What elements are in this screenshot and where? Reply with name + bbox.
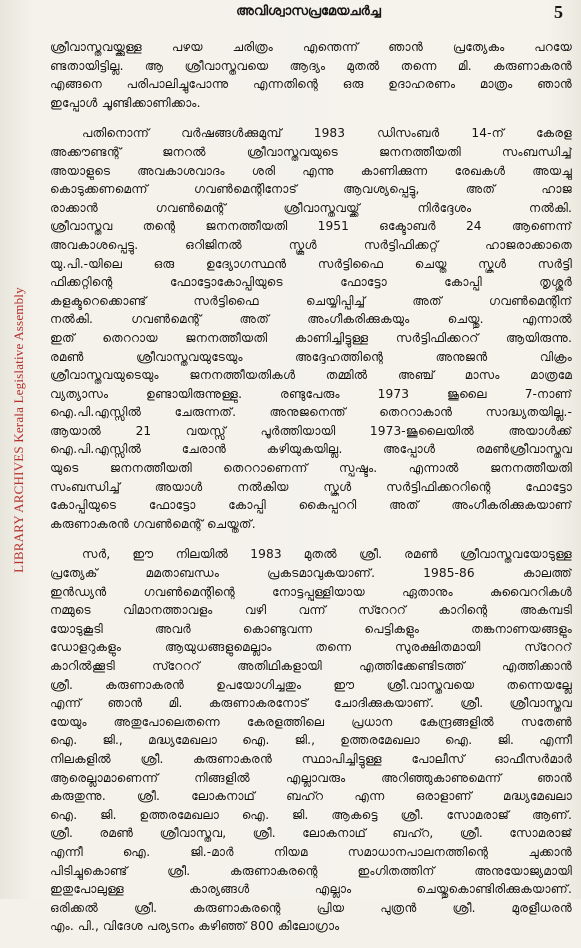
text-line: രാക്കാൻ ഗവൺമെന്റ് ശ്രീവാസ്തവയ്ക്ക് നിർദ്ദേശം നൽകി. xyxy=(50,200,572,215)
text-line: അക്കൗണ്ടന്റ് ജനറൽ ശ്രീവാസ്തവയുടെ ജനനത്തീയതി സംബന്ധിച്ച് xyxy=(50,144,572,159)
paragraph-3 xyxy=(50,545,572,935)
text-line: കളക്ടറെക്കൊണ്ട് സർട്ടിഫൈ ചെയ്യിപ്പിച്ച് അത് ഗവൺമെന്റിന് xyxy=(50,293,572,308)
text-line: ഇതുപോലുള്ള കാര്യങ്ങൾ എല്ലാം ചെയ്തുകൊണ്ടിരിക്കുകയാണ്. xyxy=(50,882,572,897)
running-title: അവിശ്വാസപ്രമേയചർച്ച xyxy=(236,4,381,19)
running-header xyxy=(48,4,569,26)
text-line: എങ്ങനെ പരിപാലിച്ചുപോന്നു എന്നതിന്റെ ഒരു ഉദാഹരണം മാത്രം ഞാൻ xyxy=(50,77,572,92)
text-line: യുടെ ജനനത്തീയതി തെററാണെന്ന് സ്പഷ്ടം. എന്നാൽ ജനനത്തീയതി xyxy=(50,461,572,476)
text-line: കരുതുന്നു. ശ്രീ. ലോകനാഥ് ബഹ്റ എന്ന ഒരാളാണ് മദ്ധ്യമേഖലാ xyxy=(50,789,572,804)
text-line: നമ്മുടെ വിമാനത്താവളം വഴി വന്ന് സ്റേററ് കാറിന്റെ അകമ്പടി xyxy=(50,603,572,618)
text-line: ശ്രീ. രമൺ ശ്രീവാസ്തവ, ശ്രീ. ലോകനാഥ് ബഹ്റ, ശ്രീ. സോമരാജ് xyxy=(50,826,572,841)
text-line: എന്നീ ഐ. ജി.-മാർ നിയമ സമാധാനപാലനത്തിന്റെ ചുക്കാൻ xyxy=(50,844,572,859)
text-line: ഇപ്പോൾ ചൂണ്ടിക്കാണിക്കാം. xyxy=(50,95,201,110)
text-line: ണ്ടതായിട്ടില്ല. ആ ശ്രീവാസ്തവയെ ആദ്യം മുതൽ തന്നെ മി. കരുണാകരൻ xyxy=(50,58,572,73)
text-line: ഫിക്കറ്റിന്റെ ഫോട്ടോകോപ്പിയുടെ ഫോട്ടോ കോപ്പി തൃശ്ശൂർ xyxy=(50,275,572,290)
text-line: ഐ. ജി., മദ്ധ്യമേഖലാ ഐ. ജി., ഉത്തരമേഖലാ ഐ. ജി. എന്നീ xyxy=(50,733,572,748)
text-line: ശ്രീവാസ്തവ തന്റെ ജനനത്തീയതി 1951 ഒക്ടോബർ 24 ആണെന്ന് xyxy=(50,219,572,234)
text-line: കാറിൽക്കൂടി സ്റേററ് അതിഥികളായി എത്തിക്കേണ്ടിടത്ത് എത്തിക്കാൻ xyxy=(50,659,572,673)
text-line: പതിനൊന്ന് വർഷങ്ങൾക്കുമുമ്പ് 1983 ഡിസംബർ 14-ന് കേരള xyxy=(82,126,572,141)
text-line: നിലകളിൽ ശ്രീ. കരുണാകരൻ സ്ഥാപിച്ചിട്ടുള്ള പോലീസ് ഓഫീസർമാർ xyxy=(50,751,572,766)
body-text xyxy=(50,38,572,948)
archive-watermark xyxy=(12,225,26,635)
paragraph-2 xyxy=(50,124,572,533)
text-line: യു.പി.-യിലെ ഒരു ഉദ്യോഗസ്ഥൻ സർട്ടിഫൈ ചെയ്ത സ്കൂൾ സർട്ടി xyxy=(50,256,572,271)
text-line: ഐ.പി.എസ്സിൽ ചേരാൻ കഴിയുകയില്ല. അപ്പോൾ രമൺശ്രീവാസ്തവ xyxy=(50,442,572,457)
text-line: കരുണാകരൻ ഗവൺമെന്റ് ചെയ്തത്. xyxy=(50,516,256,531)
text-line: കോപ്പിയുടെ ഫോട്ടോ കോപ്പി കൈപ്പററി അത് അംഗീകരിക്കുകയാണ് xyxy=(50,498,572,513)
text-line: യേയും അതുപോലെതന്നെ കേരളത്തിലെ പ്രധാന കേന്ദ്രങ്ങളിൽ സതേൺ xyxy=(50,714,572,729)
text-line: ശ്രീവാസ്തവയുടെയും ജനനത്തീയതികൾ തമ്മിൽ അഞ്ച് മാസം മാത്രമേ xyxy=(50,368,572,383)
text-line: അവകാശപ്പെട്ടു. ഒറിജിനൽ സ്കൂൾ സർട്ടിഫിക്കറ്റ് ഹാജരാക്കാതെ xyxy=(50,237,572,252)
text-line: വ്യത്യാസം ഉണ്ടായിരുന്നുള്ളു. രണ്ടുപേരും 1973 ജൂലൈ 7-നാണ് xyxy=(50,386,572,401)
text-line: ഇൻഡ്യൻ ഗവൺമെന്റിന്റെ നോട്ടപ്പുള്ളിയായ ഏതാനും കുവൈററികൾ xyxy=(50,584,572,599)
text-line: നൽകി. ഗവൺമെന്റ് അത് അംഗീകരിക്കുകയും ചെയ്തു. എന്നാൽ xyxy=(50,312,572,327)
text-line: അയാളുടെ അവകാശവാദം ശരി എന്നു കാണിക്കുന്ന രേഖകൾ അയച്ചു xyxy=(50,163,572,178)
text-line: ഡോളറുകളും ആയുധങ്ങളുമെല്ലാം തന്നെ സുരക്ഷിതമായി സ്റേററ് xyxy=(50,640,572,655)
text-line: ആയാൽ 21 വയസ്സ് പൂർത്തിയായി 1973-ജൂലൈയിൽ അയാൾക്ക് xyxy=(50,423,572,438)
text-line: പ്രത്യേക് മമതാബന്ധം പ്രകടമാവുകയാണ്. 1985-86 കാലത്ത് xyxy=(50,566,572,581)
text-line: യോടുകൂടി അവർ കൊണ്ടുവന്ന പെട്ടികളും തങ്കനാണയങ്ങളും xyxy=(50,621,572,636)
text-line: ശ്രീ. കരുണാകരൻ ഉപയോഗിച്ചതും ഈ ശ്രീ.വാസ്തവയെ തന്നെയല്ലേ xyxy=(50,677,572,692)
text-line: സംബന്ധിച്ച് അയാൾ നൽകിയ സ്കൂൾ സർട്ടിഫിക്കററിന്റെ ഫോട്ടോ xyxy=(50,479,572,494)
page-number: 5 xyxy=(554,2,563,22)
text-line: ഒരിക്കൽ ശ്രീ. കരുണാകരന്റെ പ്രിയ പുത്രൻ ശ്രീ. മുരളീധരൻ xyxy=(50,900,572,915)
text-line: കൊടുക്കണമെന്ന് ഗവൺമെന്റിനോട് ആവശ്യപ്പെട്ടു, അത് ഹാജ xyxy=(50,182,572,197)
watermark-text: LIBRARY ARCHIVES Kerala Legislative Assembly xyxy=(11,287,27,573)
paragraph-1 xyxy=(50,38,572,112)
text-line: ആരെല്ലാമാണെന്ന് നിങ്ങളിൽ എല്ലാവരും അറിഞ്ഞുകാണുമെന്ന് ഞാൻ xyxy=(50,770,572,785)
text-line: ശ്രീവാസ്തവയ്ക്കുള്ള പഴയ ചരിത്രം എന്തെന്ന് ഞാൻ പ്രത്യേകം പറയേ xyxy=(50,40,572,54)
text-line: രമൺ ശ്രീവാസ്തവയുടേയും അദ്ദേഹത്തിന്റെ അനുജൻ വിക്രം xyxy=(50,349,572,364)
text-line: ഇത് തെററായ ജനനത്തീയതി കാണിച്ചിട്ടുള്ള സർട്ടിഫിക്കററ് ആയിരുന്നു. xyxy=(50,330,572,345)
text-line: ഐ.പി.എസ്സിൽ ചേരുന്നത്. അനുജനെന്ത് തെററാകാൻ സാദ്ധ്യതയില്ല.- xyxy=(50,405,572,420)
text-line: പിടിച്ചുകൊണ്ട് ശ്രീ. കരുണാകരന്റെ ഇംഗിതത്തിന് അനുയോജ്യമായി xyxy=(50,863,572,878)
text-line: സർ, ഈ നിലയിൽ 1983 മുതൽ ശ്രീ. രമൺ ശ്രീവാസ്തവയോടുള്ള xyxy=(82,547,572,562)
text-line: ഐ. ജി. ഉത്തരമേഖലാ ഐ. ജി. ആകട്ടെ ശ്രീ. സോമരാജ് ആണ്. xyxy=(50,807,572,822)
text-line: എം. പി., വിദേശ പര്യടനം കഴിഞ്ഞ് 800 കിലോഗ്രാം xyxy=(50,919,340,934)
text-line: എന്ന് ഞാൻ മി. കരുണാകരനോട് ചോദിക്കുകയാണ്. ശ്രീ. ശ്രീവാസ്തവ xyxy=(50,696,572,711)
